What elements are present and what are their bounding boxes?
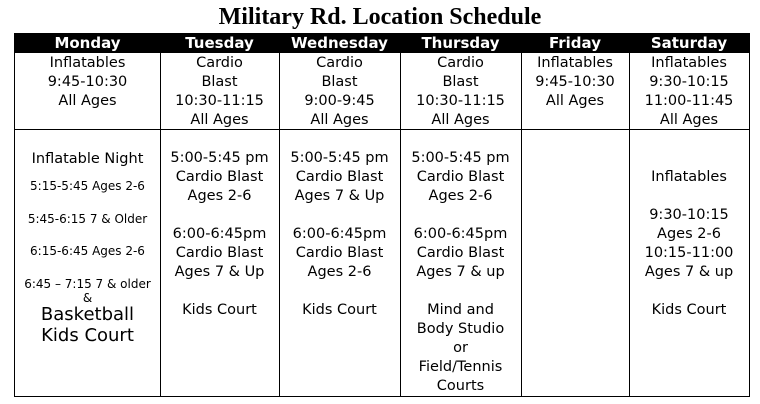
cell-line: 5:00-5:45 pm: [290, 150, 389, 166]
table-header-row: [15, 34, 749, 53]
cell-line: Cardio: [316, 55, 363, 71]
cell-slot: 5:45-6:15 7 & Older: [27, 212, 148, 226]
cell-line: Basketball: [40, 304, 135, 325]
header-friday: Friday: [548, 34, 601, 52]
cell-line: All Ages: [545, 93, 605, 109]
cell-line: 10:15-11:00: [644, 245, 734, 261]
cell-line: Cardio Blast: [175, 245, 264, 261]
cell-line: All Ages: [431, 112, 490, 128]
header-tuesday: Tuesday: [185, 34, 254, 52]
cell-line: Blast: [201, 74, 238, 90]
cell-line: 9:30-10:15: [649, 207, 729, 223]
cell-line: 6:00-6:45pm: [413, 226, 508, 242]
cell-line: 5:00-5:45 pm: [411, 150, 510, 166]
cell-line: Courts: [436, 378, 485, 394]
cell-line: Inflatables: [651, 169, 727, 185]
cell-slot: 6:15-6:45 Ages 2-6: [30, 244, 145, 258]
cell-line: All Ages: [659, 112, 719, 128]
cell-line: 10:30-11:15: [175, 93, 264, 109]
cell-tuesday-evening: [160, 149, 279, 320]
page-title: Military Rd. Location Schedule: [218, 4, 542, 30]
schedule-table: [14, 33, 750, 397]
cell-spacer: [400, 282, 521, 301]
cell-line: Cardio Blast: [416, 245, 505, 261]
cell-line: Cardio: [196, 55, 243, 71]
cell-line: All Ages: [310, 112, 369, 128]
header-monday: Monday: [54, 34, 121, 52]
cell-spacer: [160, 206, 279, 225]
cell-tuesday-morning: [160, 54, 279, 130]
cell-line: 5:00-5:45 pm: [170, 150, 269, 166]
cell-line: Field/Tennis: [418, 359, 503, 375]
cell-line: Blast: [442, 74, 479, 90]
cell-saturday-morning: [629, 54, 749, 130]
cell-slot: 6:45 – 7:15 7 & older: [24, 277, 151, 291]
cell-line: or: [453, 340, 468, 356]
cell-line: 10:30-11:15: [416, 93, 505, 109]
cell-thursday-morning: [400, 54, 521, 130]
cell-line: Ages 2-6: [187, 188, 252, 204]
cell-monday-morning: [15, 54, 160, 111]
cell-line: 11:00-11:45: [644, 93, 734, 109]
cell-line: Kids Court: [41, 325, 134, 346]
cell-spacer: [160, 282, 279, 301]
cell-line: Cardio Blast: [295, 169, 384, 185]
cell-line: Ages 7 & Up: [174, 264, 265, 280]
cell-line: Ages 2-6: [428, 188, 493, 204]
cell-monday-evening: [15, 149, 160, 346]
cell-line: Body Studio: [416, 321, 505, 337]
cell-spacer: [279, 282, 400, 301]
header-thursday: Thursday: [421, 34, 500, 52]
cell-wednesday-morning: [279, 54, 400, 130]
cell-line: Cardio Blast: [416, 169, 505, 185]
cell-thursday-evening: [400, 149, 521, 396]
cell-spacer: [279, 206, 400, 225]
cell-line: Ages 2-6: [307, 264, 372, 280]
cell-line: Ages 7 & up: [644, 264, 734, 280]
cell-line: Kids Court: [302, 302, 377, 318]
cell-line: 6:00-6:45pm: [292, 226, 387, 242]
cell-saturday-evening: [629, 168, 749, 320]
cell-friday-morning: [521, 54, 629, 111]
header-wednesday: Wednesday: [291, 34, 388, 52]
cell-spacer: [629, 282, 749, 301]
cell-line: Inflatables: [49, 55, 126, 71]
cell-line: Ages 2-6: [657, 226, 721, 242]
cell-line: Cardio Blast: [175, 169, 264, 185]
cell-line: Kids Court: [182, 302, 257, 318]
cell-line: Inflatables: [651, 55, 727, 71]
cell-line: 9:00-9:45: [304, 93, 375, 109]
cell-line: Ages 7 & up: [416, 264, 505, 280]
cell-wednesday-evening: [279, 149, 400, 320]
cell-line: Ages 7 & Up: [294, 188, 385, 204]
header-saturday: Saturday: [650, 34, 728, 52]
cell-line: 6:00-6:45pm: [172, 226, 267, 242]
cell-line: All Ages: [190, 112, 249, 128]
cell-line: Mind and: [427, 302, 494, 318]
cell-line: Inflatables: [537, 55, 613, 71]
cell-line: All Ages: [58, 93, 117, 109]
cell-line: Cardio Blast: [295, 245, 384, 261]
cell-line: Kids Court: [651, 302, 727, 318]
cell-line: 9:30-10:15: [649, 74, 729, 90]
cell-line: 9:45-10:30: [47, 74, 128, 90]
cell-spacer: [629, 187, 749, 206]
cell-spacer: [400, 206, 521, 225]
cell-slot: &: [82, 291, 93, 305]
cell-heading: Inflatable Night: [31, 151, 144, 167]
cell-line: 9:45-10:30: [535, 74, 615, 90]
cell-slot: 5:15-5:45 Ages 2-6: [30, 179, 145, 193]
cell-line: Cardio: [437, 55, 484, 71]
cell-line: Blast: [321, 74, 358, 90]
